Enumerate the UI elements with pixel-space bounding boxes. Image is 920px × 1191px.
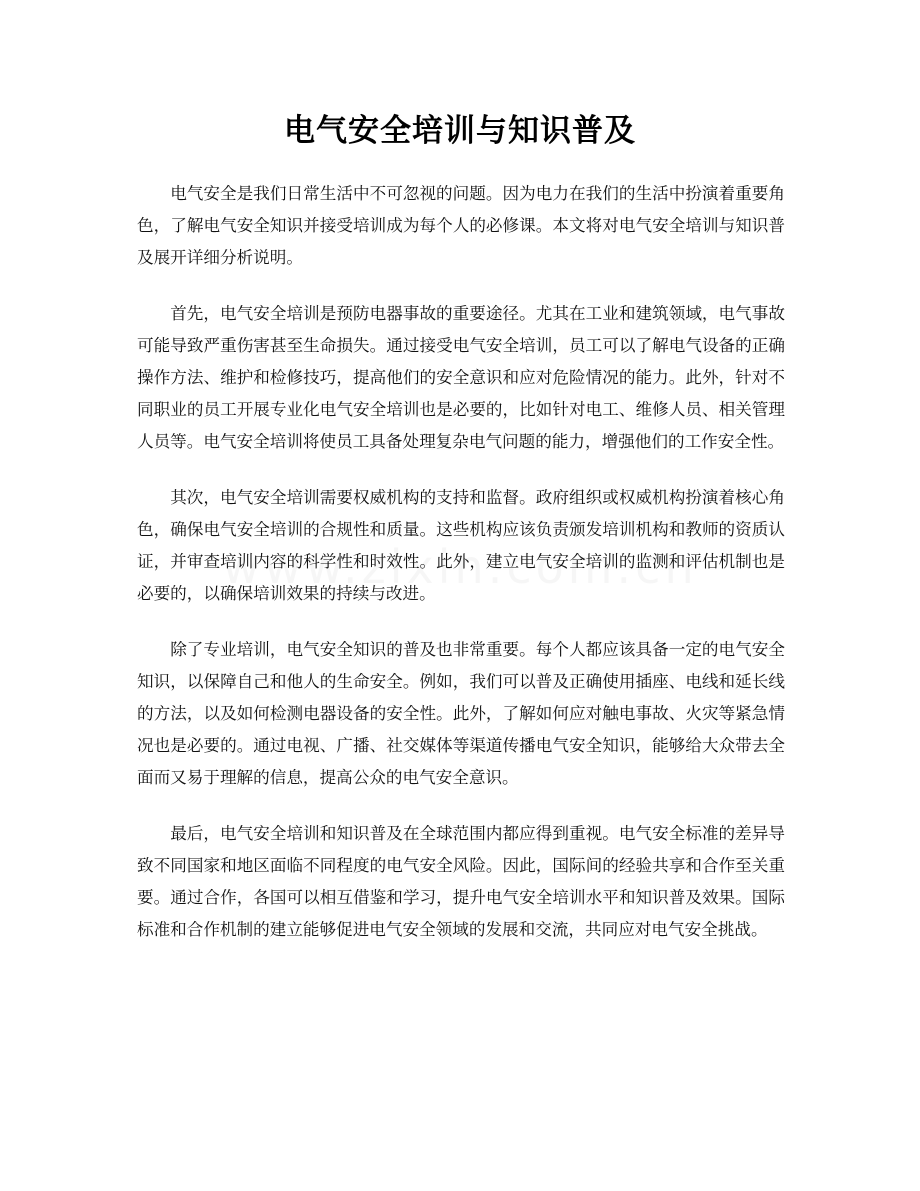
- paragraph-authority-supervision: 其次，电气安全培训需要权威机构的支持和监督。政府组织或权威机构扮演着核心角色，确保电气安全培训的合规性和质量。这些机构应该负责颁发培训机构和教师的资质认证，并审查培训内容的科学性和时效性。此外，建立电气安全培训的监测和评估机制也是必要的，以确保培训效果的持续与改进。: [137, 488, 785, 603]
- paragraph-knowledge-popularization: 除了专业培训，电气安全知识的普及也非常重要。每个人都应该具备一定的电气安全知识，以保障自己和他人的生命安全。例如，我们可以普及正确使用插座、电线和延长线的方法，以及如何检测电器设备的安全性。此外，了解如何应对触电事故、火灾等紧急情况也是必要的。通过电视、广播、社交媒体等渠道传播电气安全知识，能够给大众带去全面而又易于理解的信息，提高公众的电气安全意识。: [137, 640, 785, 787]
- document-title: 电气安全培训与知识普及: [284, 113, 636, 149]
- paragraph-training-prevention: 首先，电气安全培训是预防电器事故的重要途径。尤其在工业和建筑领域，电气事故可能导致严重伤害甚至生命损失。通过接受电气安全培训，员工可以了解电气设备的正确操作方法、维护和检修技巧，提高他们的安全意识和应对危险情况的能力。此外，针对不同职业的员工开展专业化电气安全培训也是必要的，比如针对电工、维修人员、相关管理人员等。电气安全培训将使员工具备处理复杂电气问题的能力，增强他们的工作安全性。: [137, 304, 785, 451]
- paragraph-global-cooperation: 最后，电气安全培训和知识普及在全球范围内都应得到重视。电气安全标准的差异导致不同国家和地区面临不同程度的电气安全风险。因此，国际间的经验共享和合作至关重要。通过合作，各国可以相互借鉴和学习，提升电气安全培训水平和知识普及效果。国际标准和合作机制的建立能够促进电气安全领域的发展和交流，共同应对电气安全挑战。: [137, 824, 785, 939]
- document-body: [137, 178, 785, 970]
- paragraph-intro: 电气安全是我们日常生活中不可忽视的问题。因为电力在我们的生活中扮演着重要角色，了解电气安全知识并接受培训成为每个人的必修课。本文将对电气安全培训与知识普及展开详细分析说明。: [137, 184, 785, 267]
